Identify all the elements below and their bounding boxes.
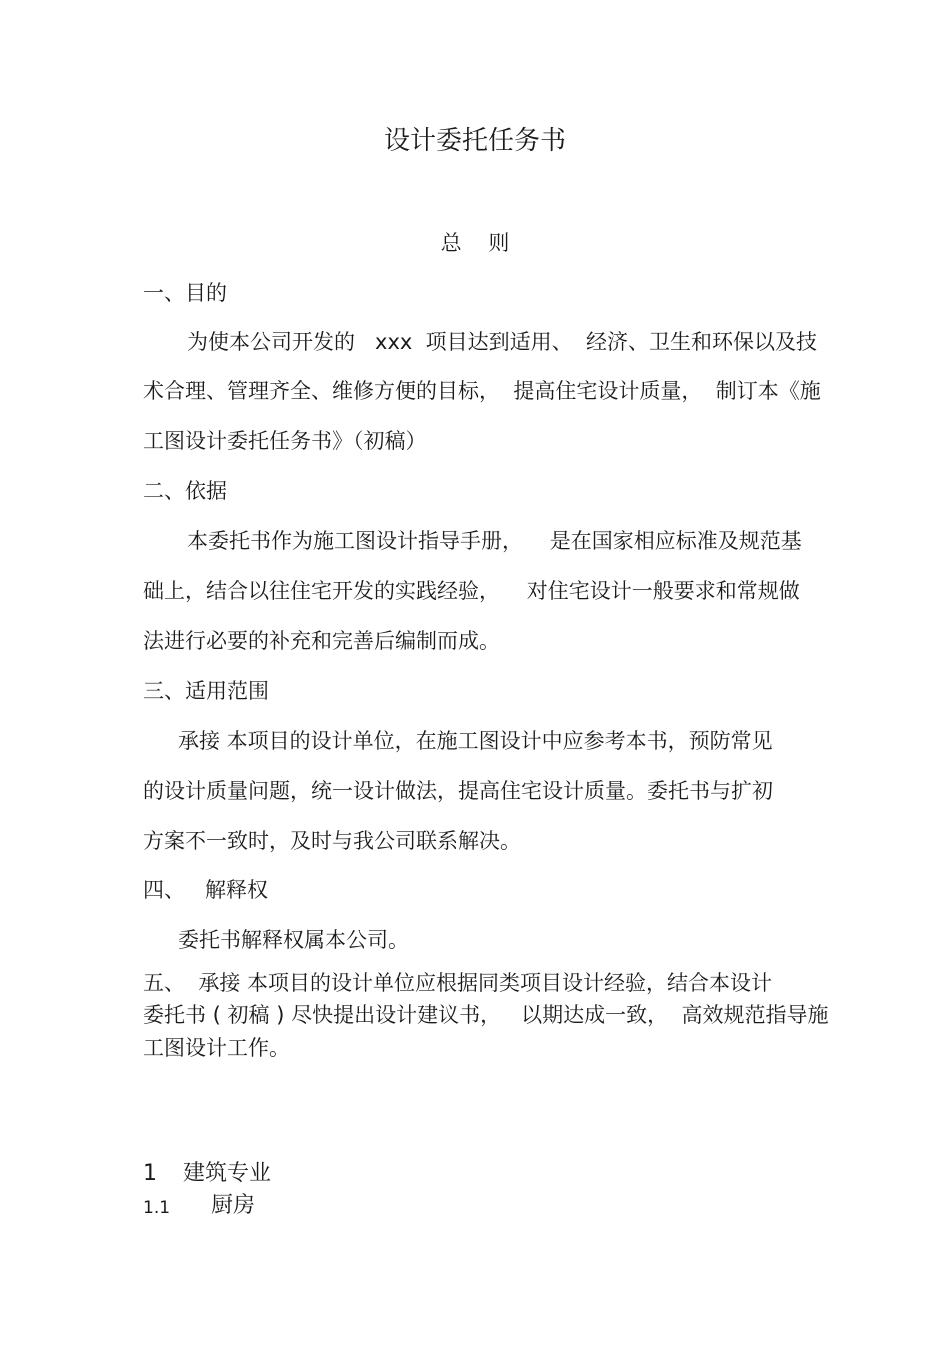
- section-5-line-1: 五、 承接 本项目的设计单位应根据同类项目设计经验，结合本设计: [143, 971, 773, 995]
- section-2-line-1: 本委托书作为施工图设计指导手册， 是在国家相应标准及规范基: [187, 529, 802, 553]
- section-4-line-1: 委托书解释权属本公司。: [178, 928, 409, 952]
- subsection-title: 厨房: [211, 1193, 256, 1218]
- section-3-line-2: 的设计质量问题，统一设计做法，提高住宅设计质量。委托书与扩初: [143, 779, 773, 803]
- section-5-line-3: 工图设计工作。: [143, 1036, 290, 1060]
- section-4-heading: 四、 解释权: [143, 878, 269, 902]
- section-2-heading: 二、依据: [143, 479, 227, 503]
- section-3-line-1: 承接 本项目的设计单位，在施工图设计中应参考本书，预防常见: [178, 729, 773, 753]
- section-1-line-1: 为使本公司开发的 xxx 项目达到适用、 经济、卫生和环保以及技: [187, 330, 818, 354]
- section-5-line-2: 委托书 ( 初稿 ) 尽快提出设计建议书， 以期达成一致， 高效规范指导施: [143, 1003, 829, 1027]
- section-title: 总 则: [440, 231, 510, 255]
- chapter-title: 建筑专业: [183, 1161, 272, 1186]
- section-1-line-3: 工图设计委托任务书》（初稿）: [143, 429, 427, 453]
- section-2-line-2: 础上，结合以往住宅开发的实践经验， 对住宅设计一般要求和常规做: [143, 579, 800, 603]
- subsection-number: 1.1: [143, 1198, 171, 1218]
- section-1-line-2: 术合理、管理齐全、维修方便的目标， 提高住宅设计质量， 制订本《施: [143, 379, 821, 403]
- section-1-heading: 一、目的: [143, 281, 227, 305]
- document-title: 设计委托任务书: [383, 126, 566, 156]
- section-3-line-3: 方案不一致时，及时与我公司联系解决。: [143, 829, 521, 853]
- section-3-heading: 三、适用范围: [143, 679, 269, 703]
- chapter-number: 1: [143, 1161, 157, 1186]
- section-2-line-3: 法进行必要的补充和完善后编制而成。: [143, 629, 500, 653]
